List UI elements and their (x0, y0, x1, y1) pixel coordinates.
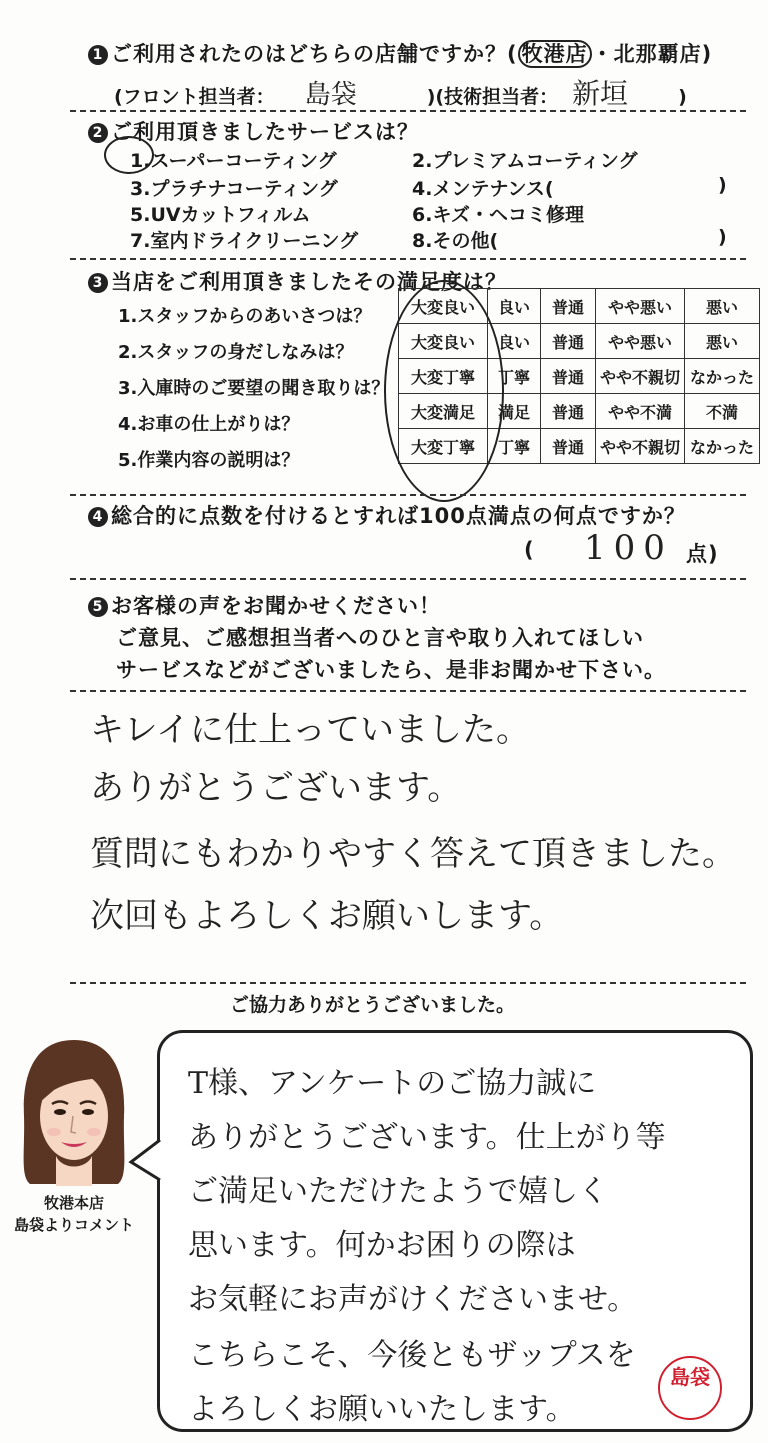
q3-row-3-question: 3.入庫時のご要望の聞き取りは？ (118, 378, 390, 399)
grid-cell: なかった (685, 359, 760, 394)
grid-cell: やや不満 (596, 394, 685, 429)
divider (70, 110, 746, 112)
reply-line-6: こちらこそ、今後ともザップスを (188, 1338, 636, 1373)
grid-cell: 良い (488, 289, 541, 324)
grid-cell: やや悪い (596, 289, 685, 324)
service-8: 8.その他( (412, 230, 499, 252)
q3-row-1-question: 1.スタッフからのあいさつは？ (118, 306, 372, 327)
q1-staff-line (114, 72, 687, 112)
grid-cell: 大変丁寧 (399, 359, 488, 394)
grid-cell: 悪い (685, 289, 760, 324)
grid-cell: 大変良い (399, 289, 488, 324)
reply-line-3: ご満足いただけたようで嬉しく (188, 1174, 608, 1209)
q1-number: 1 (88, 45, 108, 65)
service-4: 4.メンテナンス( (412, 178, 554, 200)
q5-number: 5 (88, 597, 108, 617)
customer-answer-line-3: 質問にもわかりやすく答えて頂きました。 (90, 834, 736, 874)
q4-open: ( (524, 538, 535, 562)
service-7: 7.室内ドライクリーニング (130, 230, 359, 252)
reply-line-5: お気軽にお声がけくださいませ。 (188, 1282, 638, 1317)
q4-question: 総合的に点数を付けるとすれば100点満点の何点ですか？ (111, 504, 686, 528)
grid-cell: やや不親切 (596, 429, 685, 464)
grid-cell: 満足 (488, 394, 541, 429)
service-1: 1.スーパーコーティング (130, 150, 337, 172)
q1-question: ご利用されたのはどちらの店舗ですか？( (111, 42, 518, 66)
reply-line-4: 思います。何かお困りの際は (188, 1228, 576, 1263)
q1-staff-close: ) (678, 86, 687, 108)
q1-separator: ・ (591, 42, 614, 66)
q3-number: 3 (88, 273, 108, 293)
q4-number: 4 (88, 507, 108, 527)
q5-line-2: ご意見、ご感想担当者へのひと言や取り入れてほしい (116, 626, 644, 650)
q1-line (88, 38, 712, 68)
q1-close: ) (701, 42, 713, 66)
divider (70, 494, 746, 496)
service-6: 6.キズ・ヘコミ修理 (412, 204, 585, 226)
service-5: 5.UVカットフィルム (130, 204, 311, 226)
front-staff-value: 島袋 (304, 80, 357, 110)
service-4-close: ) (718, 174, 727, 196)
name-stamp: 島袋 (658, 1356, 722, 1420)
customer-answer-line-1: キレイに仕上っていました。 (90, 710, 530, 750)
q3-row-2-question: 2.スタッフの身だしなみは？ (118, 342, 354, 363)
q5-question: お客様の声をお聞かせください！ (111, 594, 441, 618)
grid-cell: なかった (685, 429, 760, 464)
q4-title (88, 500, 686, 530)
service-8-close: ) (718, 226, 727, 248)
grid-cell: やや悪い (596, 324, 685, 359)
grid-cell: 大変満足 (399, 394, 488, 429)
divider (70, 258, 746, 260)
q1-selected-shop: 牧港店 (518, 40, 592, 68)
divider (70, 690, 746, 692)
reply-line-1: T様、アンケートのご協力誠に (188, 1066, 597, 1101)
customer-answer-line-2: ありがとうございます。 (90, 768, 462, 808)
grid-cell: やや不親切 (596, 359, 685, 394)
reply-line-2: ありがとうございます。仕上がり等 (188, 1120, 666, 1155)
grid-cell: 丁寧 (488, 359, 541, 394)
grid-cell: 普通 (541, 429, 596, 464)
grid-cell: 大変丁寧 (399, 429, 488, 464)
q3-row-4-question: 4.お車の仕上がりは？ (118, 414, 300, 435)
grid-cell: 普通 (541, 324, 596, 359)
q5-title (88, 590, 441, 620)
staff-shop: 牧港本店 (44, 1194, 105, 1212)
grid-cell: 良い (488, 324, 541, 359)
q4-unit: 点) (686, 542, 719, 566)
tech-staff-value: 新垣 (572, 77, 629, 110)
grid-cell: 不満 (685, 394, 760, 429)
selected-column-oval (384, 280, 504, 502)
grid-cell: 普通 (541, 394, 596, 429)
staff-avatar (16, 1036, 132, 1186)
staff-comment-label: 島袋よりコメント (14, 1216, 135, 1234)
grid-cell: 普通 (541, 289, 596, 324)
grid-cell: 悪い (685, 324, 760, 359)
q3-question: 当店をご利用頂きましたその満足度は？ (111, 270, 507, 294)
grid-cell: 大変良い (399, 324, 488, 359)
q5-line-3: サービスなどがございましたら、是非お聞かせ下さい。 (116, 658, 666, 682)
thanks-message: ご協力ありがとうございました。 (230, 994, 516, 1016)
tech-staff-label: )(技術担当者： (426, 86, 559, 108)
grid-cell: 丁寧 (488, 429, 541, 464)
grid-cell: 普通 (541, 359, 596, 394)
service-3: 3.プラチナコーティング (130, 178, 338, 200)
front-staff-label: (フロント担当者： (114, 86, 275, 108)
staff-portrait-icon (16, 1036, 132, 1186)
q1-other-shop: 北那覇店 (613, 42, 702, 66)
q4-score: 100 (584, 528, 673, 568)
divider (70, 982, 746, 984)
divider (70, 578, 746, 580)
q2-question: ご利用頂きましたサービスは？ (111, 120, 419, 144)
customer-answer-line-4: 次回もよろしくお願いします。 (90, 896, 564, 936)
bubble-tail-icon (128, 1138, 162, 1182)
reply-line-7: よろしくお願いいたします。 (188, 1392, 576, 1427)
q3-row-5-question: 5.作業内容の説明は？ (118, 450, 300, 471)
service-2: 2.プレミアムコーティング (412, 150, 638, 172)
q2-number: 2 (88, 123, 108, 143)
